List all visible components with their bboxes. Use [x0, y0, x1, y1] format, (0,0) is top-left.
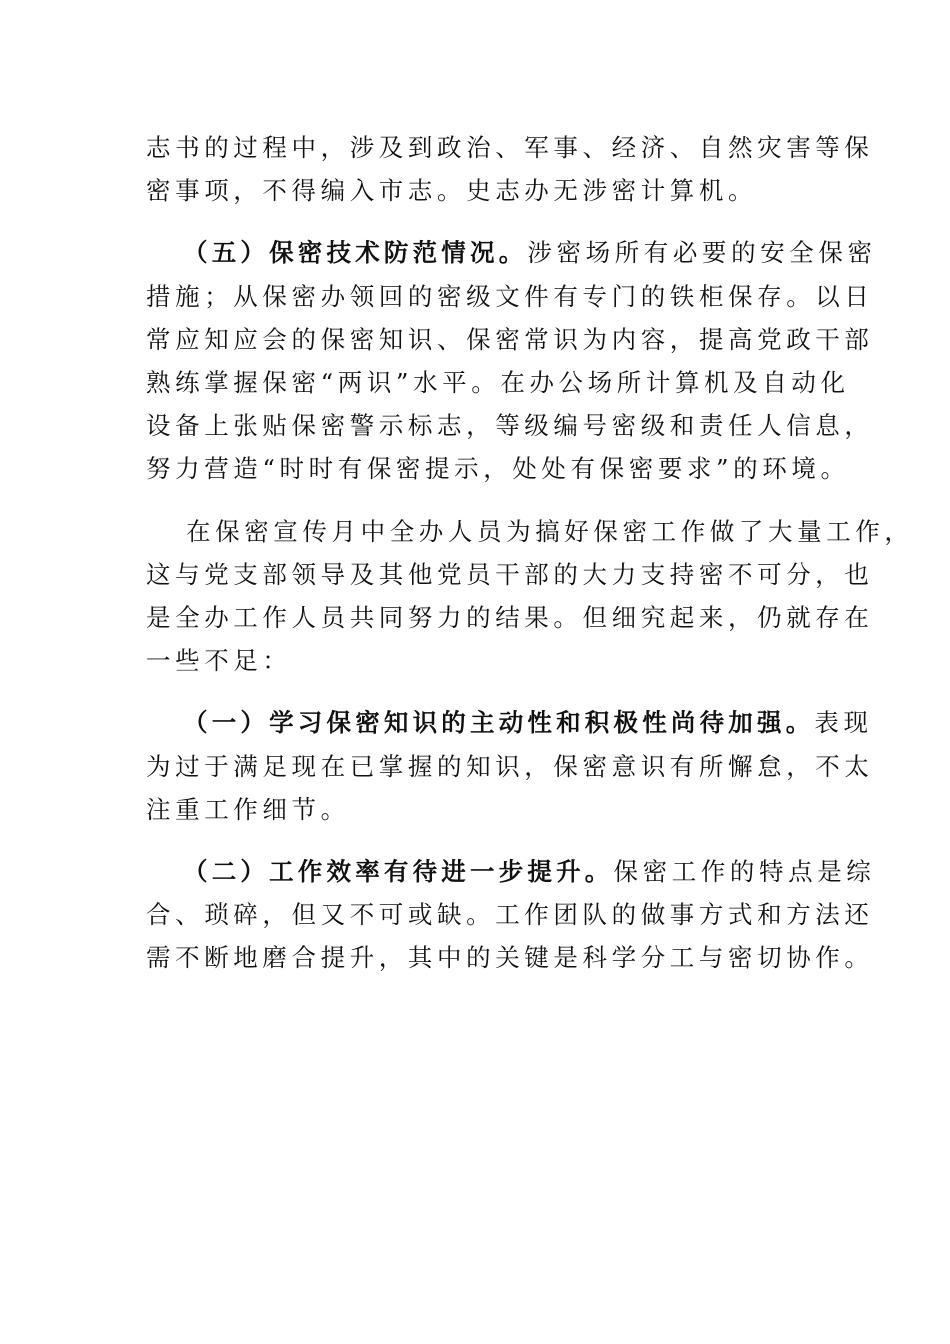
text-line: 在保密宣传月中全办人员为搞好保密工作做了大量工作， — [186, 516, 914, 546]
text-line: 这与党支部领导及其他党员干部的大力支持密不可分，也 — [146, 559, 874, 589]
text-line: 熟练掌握保密“两识”水平。在办公场所计算机及自动化 — [146, 368, 850, 398]
text-fragment: 涉密场所有必要的安全保密 — [527, 238, 877, 268]
section-lead-heading: （五）保密技术防范情况。 — [183, 238, 528, 268]
text-line: 设备上张贴保密警示标志，等级编号密级和责任人信息， — [146, 411, 874, 441]
section-lead-heading: （二）工作效率有待进一步提升。 — [183, 857, 614, 887]
paragraph-shortcoming-1 — [146, 701, 874, 831]
text-line — [146, 850, 876, 893]
document-page — [146, 126, 914, 980]
text-line: 注重工作细节。 — [146, 794, 350, 824]
text-line: 为过于满足现在已掌握的知识，保密意识有所懈怠，不太 — [146, 751, 874, 781]
text-line: 努力营造“时时有保密提示，处处有保密要求”的环境。 — [146, 454, 850, 484]
text-line — [146, 231, 877, 274]
paragraph-shortcoming-2 — [146, 850, 876, 980]
paragraph-security-tech — [146, 231, 877, 490]
text-line: 志书的过程中，涉及到政治、军事、经济、自然灾害等保 — [146, 133, 874, 162]
text-line: 密事项，不得编入市志。史志办无涉密计算机。 — [146, 176, 758, 206]
text-fragment: 表现 — [814, 708, 873, 738]
text-line — [146, 701, 873, 744]
text-line: 措施；从保密办领回的密级文件有专门的铁柜保存。以日 — [146, 281, 874, 311]
text-line: 常应知应会的保密知识、保密常识为内容，提高党政干部 — [146, 324, 874, 354]
text-line: 一些不足： — [146, 646, 292, 676]
paragraph-shortcomings — [146, 510, 914, 683]
text-line: 合、琐碎，但又不可或缺。工作团队的做事方式和方法还 — [146, 900, 874, 930]
paragraph-continuation — [146, 126, 874, 212]
text-fragment: 保密工作的特点是综 — [613, 857, 876, 887]
section-lead-heading: （一）学习保密知识的主动性和积极性尚待加强。 — [183, 708, 815, 738]
text-line: 是全办工作人员共同努力的结果。但细究起来，仍就存在 — [146, 603, 874, 633]
text-line: 需不断地磨合提升，其中的关键是科学分工与密切协作。 — [146, 943, 874, 973]
